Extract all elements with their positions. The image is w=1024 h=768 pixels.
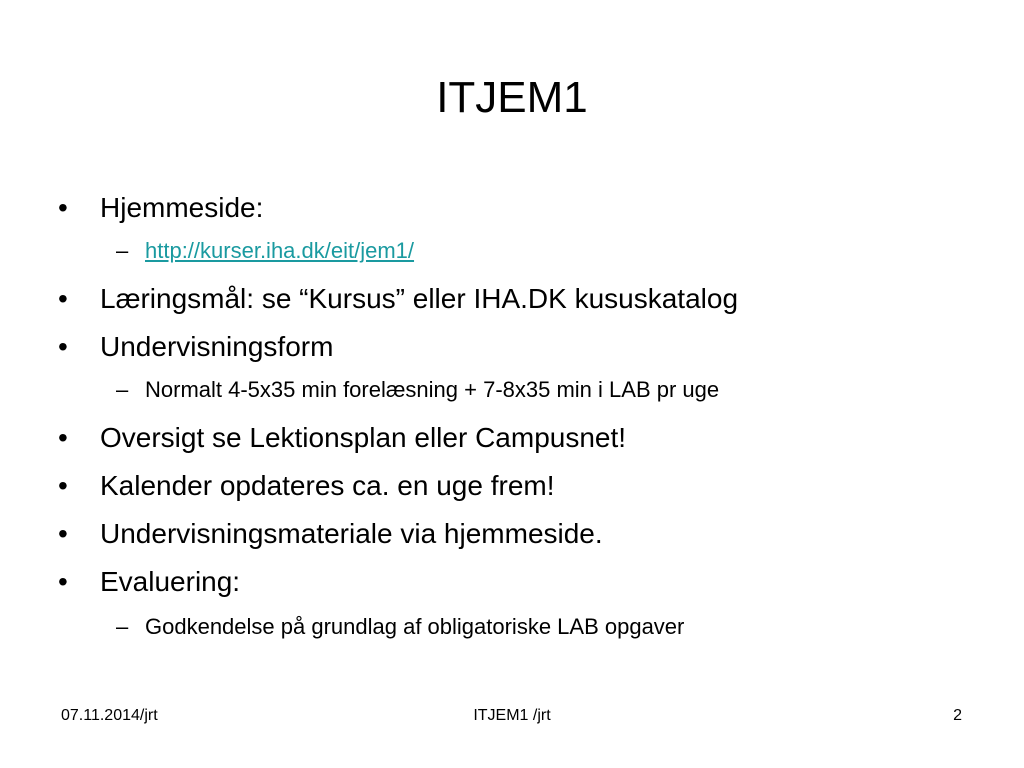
bullet-text: Evaluering: bbox=[100, 566, 241, 597]
homepage-link[interactable]: http://kurser.iha.dk/eit/jem1/ bbox=[145, 238, 415, 263]
bullet-marker: • bbox=[58, 566, 68, 597]
bullet-marker: • bbox=[58, 331, 68, 362]
bullet-marker: • bbox=[58, 470, 68, 501]
dash-marker: – bbox=[116, 614, 129, 639]
bullet-marker: • bbox=[58, 518, 68, 549]
bullet-text: Oversigt se Lektionsplan eller Campusnet! bbox=[100, 422, 627, 453]
bullet-marker: • bbox=[58, 192, 68, 223]
dash-marker: – bbox=[116, 238, 129, 263]
bullet-text: Kalender opdateres ca. en uge frem! bbox=[100, 470, 555, 501]
slide-title: ITJEM1 bbox=[436, 73, 588, 122]
sub-bullet-text: Normalt 4-5x35 min forelæsning + 7-8x35 min i LAB pr uge bbox=[145, 377, 720, 402]
sub-bullet-text: Godkendelse på grundlag af obligatoriske LAB opgaver bbox=[145, 614, 685, 639]
bullet-text: Undervisningsform bbox=[100, 331, 334, 362]
footer-center-text: ITJEM1 /jrt bbox=[473, 707, 551, 724]
bullet-text: Hjemmeside: bbox=[100, 192, 264, 223]
bullet-text: Læringsmål: se “Kursus” eller IHA.DK kususkatalog bbox=[100, 283, 739, 314]
bullet-text: Undervisningsmateriale via hjemmeside. bbox=[100, 518, 603, 549]
slide-number: 2 bbox=[953, 707, 962, 724]
dash-marker: – bbox=[116, 377, 129, 402]
footer-date: 07.11.2014/jrt bbox=[61, 707, 158, 724]
bullet-marker: • bbox=[58, 283, 68, 314]
bullet-marker: • bbox=[58, 422, 68, 453]
